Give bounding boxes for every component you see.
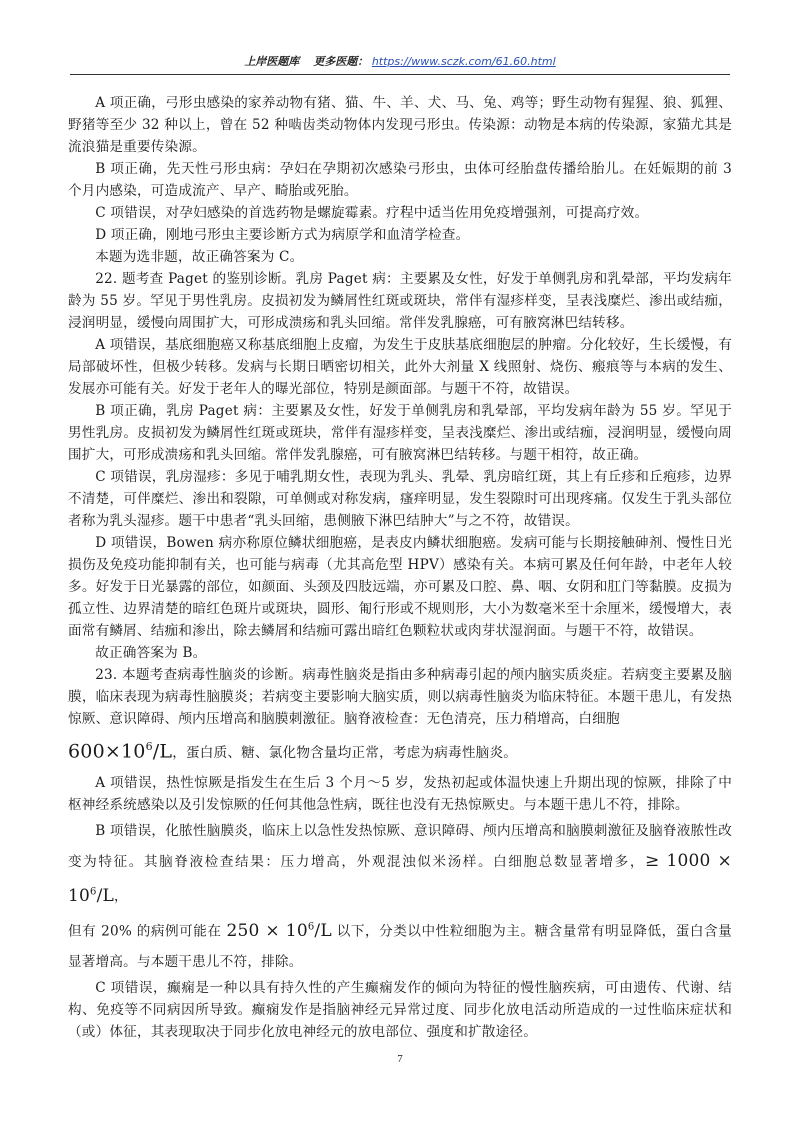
question-23-intro: 23. 本题考查病毒性脑炎的诊断。病毒性脑炎是指由多种病毒引起的颅内脑实质炎症。若病变主要累及脑膜，临床表现为病毒性脑膜炎；若病变主要影响大脑实质，则以病毒性脑炎为临床特征。本题干患儿，有发热惊厥、意识障碍、颅内压增高和脑膜刺激征。脑脊液检查：无色清亮，压力稍增高，白细胞 [68, 667, 732, 727]
header-site-name: 上岸医题库 [244, 55, 300, 68]
question-22-intro: 22. 题考查 Paget 的鉴别诊断。乳房 Paget 病：主要累及女性，好发于单侧乳房和乳晕部，平均发病年龄为 55 岁。罕见于男性乳房。皮损初发为鳞屑性红斑或斑块，常伴有湿疹样变，呈表浅糜烂、渗出或结痂，浸润明显，缓慢向周围扩大，可形成溃疡和乳头回缩。常伴发乳腺癌，可有腋窝淋巴结转移。 [68, 271, 732, 331]
paragraph-23-c: C 项错误，癫痫是一种以具有持久性的产生癫痫发作的倾向为特征的慢性脑疾病，可由遗传、代谢、结构、免疫等不同病因所导致。癫痫发作是指脑神经元异常过度、同步化放电活动所造成的一过性临床症状和（或）体征，其表现取决于同步化放电神经元的放电部位、强度和扩散途径。 [68, 979, 732, 1040]
formula-wbc-600: $600\times 10^6/L$ [68, 740, 173, 763]
paragraph-b-congenital: B 项正确，先天性弓形虫病：孕妇在孕期初次感染弓形虫，虫体可经胎盘传播给胎儿。在妊娠期的前 3 个月内感染，可造成流产、早产、畸胎或死胎。 [68, 161, 732, 199]
header-url-link[interactable]: https://www.sczk.com/61.60.html [371, 55, 556, 68]
paragraph-22-d: D 项错误，Bowen 病亦称原位鳞状细胞癌，是表皮内鳞状细胞癌。发病可能与长期接触砷剂、慢性日光损伤及免疫功能抑制有关，也可能与病毒（尤其高危型 HPV）感染有关。本病可累及任何年龄，中老年人较多。好发于日光暴露的部位，如颜面、头颈及四肢远端，亦可累及口腔、鼻、咽、女阴和肛门等黏膜。皮损为孤立性、边界清楚的暗红色斑片或斑块，圆形、匍行形或不规则形，大小为数毫米至十余厘米，缓慢增大，表面常有鳞屑、结痂和渗出，除去鳞屑和结痂可露出暗红色颗粒状或肉芽状湿润面。与题干不符，故错误。 [68, 535, 732, 639]
paragraph-22-a: A 项错误，基底细胞癌又称基底细胞上皮瘤，为发生于皮肤基底细胞层的肿瘤。分化较好，生长缓慢，有局部破坏性，但极少转移。发病与长期日晒密切相关，此外大剂量 X 线照射、烧伤、瘢痕等与本病的发生、发展亦可能有关。好发于老年人的曝光部位，特别是颜面部。与题干不符，故错误。 [68, 337, 732, 397]
paragraph-22-b: B 项正确，乳房 Paget 病：主要累及女性，好发于单侧乳房和乳晕部，平均发病年龄为 55 岁。罕见于男性乳房。皮损初发为鳞屑性红斑或斑块，常伴有湿疹样变，呈表浅糜烂、渗出或结痂，浸润明显，缓慢向周围扩大，可形成溃疡和乳头回缩。常伴发乳腺癌，可有腋窝淋巴结转移。与题干相符，故正确。 [68, 403, 732, 463]
document-body [68, 92, 732, 1043]
formula-wbc-1000: ≥ $1000 \times 10^6/L$ [68, 851, 732, 906]
header-label: 更多医题： [313, 55, 369, 68]
page-header [70, 54, 730, 75]
answer-21: 本题为选非题，故正确答案为 C。 [95, 249, 304, 265]
formula-wbc-250: $250 \times 10^6/L$ [226, 920, 332, 941]
answer-22: 故正确答案为 B。 [95, 645, 207, 661]
paragraph-a-toxoplasma: A 项正确，弓形虫感染的家养动物有猪、猫、牛、羊、犬、马、兔、鸡等；野生动物有猩猩、狼、狐狸、野猪等至少 32 种以上，曾在 52 种啮齿类动物体内发现弓形虫。传染源：动物是本病的传染源，家猫尤其是流浪猫是重要传染源。 [68, 95, 732, 155]
csf-count-line [68, 736, 732, 764]
paragraph-23-b: B 项错误，化脓性脑膜炎，临床上以急性发热惊厥、意识障碍、颅内压增高和脑膜刺激征及脑脊液脓性改变为特征。其脑脊液检查结果：压力增高，外观混浊似米汤样。白细胞总数显著增多，≥ $1000 \times 10^6/L$， [68, 823, 732, 906]
paragraph-23-a: A 项错误，热性惊厥是指发生在生后 3 个月～5 岁，发热初起或体温快速上升期出现的惊厥，排除了中枢神经系统感染以及引发惊厥的任何其他急性病，既往也没有无热惊厥史。与本题干患儿不符，排除。 [68, 775, 732, 814]
paragraph-22-c: C 项错误，乳房湿疹：多见于哺乳期女性，表现为乳头、乳晕、乳房暗红斑，其上有丘疹和丘疱疹，边界不清楚，可伴糜烂、渗出和裂隙，可单侧或对称发病，瘙痒明显，发生裂隙时可出现疼痛。仅发生于乳头部位者称为乳头湿疹。题干中患者“乳头回缩，患侧腋下淋巴结肿大”与之不符，故错误。 [68, 469, 732, 529]
page-number: 7 [397, 1053, 403, 1065]
paragraph-23-b-cont: 但有 20% 的病例可能在 $250 \times 10^6/L$ 以下，分类以中性粒细胞为主。糖含量常有明显降低，蛋白含量显著增高。与本题干患儿不符，排除。 [68, 920, 732, 970]
csf-result-text: ，蛋白质、糖、氯化物含量均正常，考虑为病毒性脑炎。 [172, 745, 518, 762]
paragraph-c-drug: C 项错误，对孕妇感染的首选药物是螺旋霉素。疗程中适当佐用免疫增强剂，可提高疗效。 [95, 205, 649, 221]
paragraph-d-diagnosis: D 项正确，刚地弓形虫主要诊断方式为病原学和血清学检查。 [95, 227, 470, 243]
